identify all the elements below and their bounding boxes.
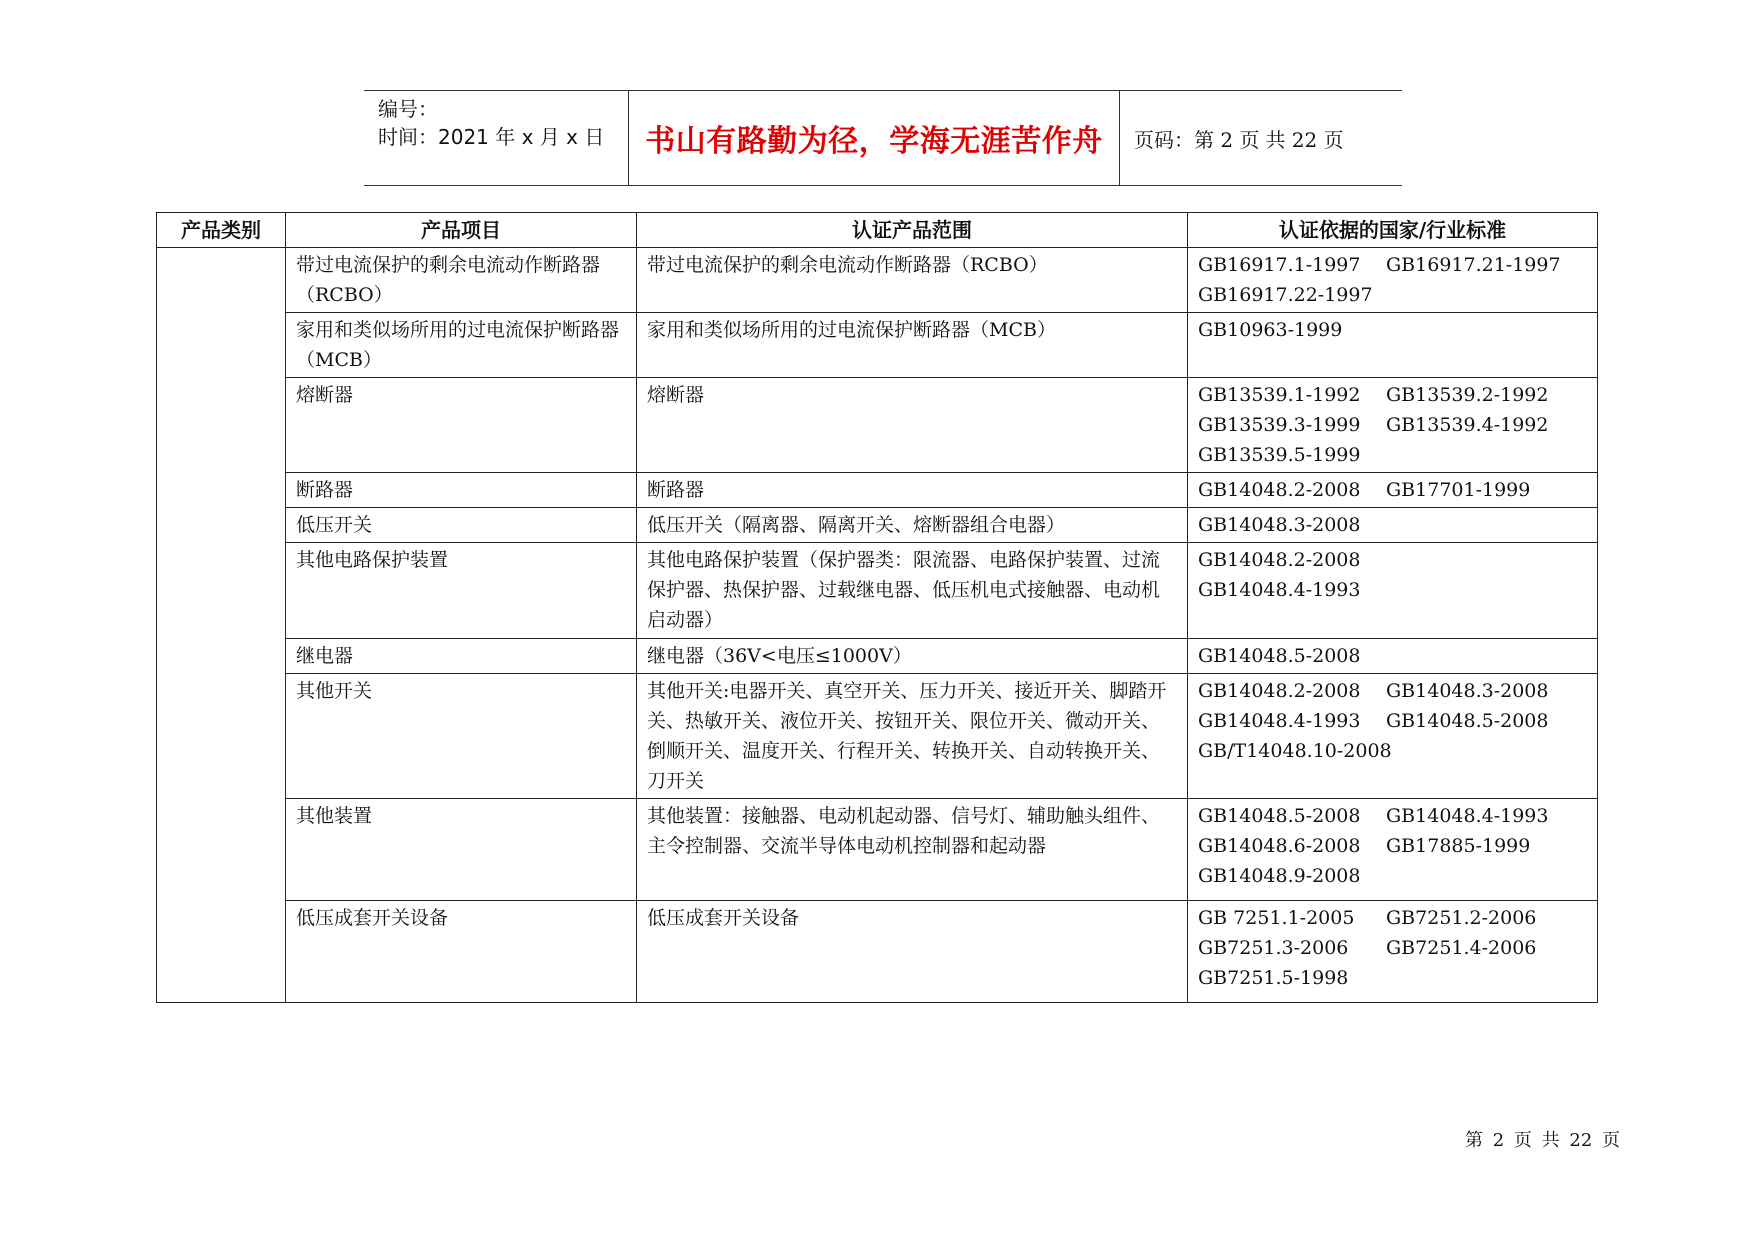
standards-line	[1198, 380, 1587, 410]
standard-code: GB14048.5-2008	[1198, 645, 1361, 667]
standards-line	[1198, 676, 1587, 706]
standards-line	[1198, 280, 1587, 310]
table-row	[157, 508, 1598, 543]
header-page-code	[1120, 91, 1402, 185]
standards-cell	[1188, 378, 1598, 473]
standards-cell	[1188, 473, 1598, 508]
item-cell: 熔断器	[286, 378, 637, 473]
standards-line	[1198, 861, 1587, 891]
item-cell: 其他装置	[286, 799, 637, 901]
standard-code: GB13539.1-1992	[1198, 384, 1361, 406]
standards-line	[1198, 903, 1587, 933]
header-slogan: 书山有路勤为径，学海无涯苦作舟	[629, 91, 1120, 185]
standards-cell	[1188, 248, 1598, 313]
standard-code: GB14048.2-2008	[1198, 680, 1361, 702]
scope-cell: 低压成套开关设备	[637, 901, 1188, 1003]
standards-cell	[1188, 508, 1598, 543]
standards-line	[1198, 641, 1587, 671]
standard-code: GB13539.5-1999	[1198, 444, 1361, 466]
scope-cell: 其他开关:电器开关、真空开关、压力开关、接近开关、脚踏开关、热敏开关、液位开关、按钮开关、限位开关、微动开关、倒顺开关、温度开关、行程开关、转换开关、自动转换开关、刀开关	[637, 674, 1188, 799]
table-row	[157, 674, 1598, 799]
item-cell: 继电器	[286, 639, 637, 674]
standard-code: GB14048.4-1993	[1198, 710, 1361, 732]
standards-line	[1198, 801, 1587, 831]
document-number-label: 编号：	[378, 97, 438, 121]
standards-line	[1198, 706, 1587, 736]
column-header-category: 产品类别	[157, 213, 286, 248]
standards-line	[1198, 510, 1587, 540]
table-row	[157, 639, 1598, 674]
standards-line	[1198, 575, 1587, 605]
standards-cell	[1188, 639, 1598, 674]
item-cell: 家用和类似场所用的过电流保护断路器（MCB）	[286, 313, 637, 378]
standard-code: GB13539.2-1992	[1386, 384, 1549, 406]
standards-cell	[1188, 543, 1598, 639]
table-row	[157, 543, 1598, 639]
table-row	[157, 473, 1598, 508]
table-row	[157, 378, 1598, 473]
table-row	[157, 799, 1598, 901]
standard-code: GB17701-1999	[1386, 479, 1531, 501]
standard-code: GB16917.21-1997	[1386, 254, 1561, 276]
standards-line	[1198, 933, 1587, 963]
standards-line	[1198, 475, 1587, 505]
standard-code: GB14048.5-2008	[1198, 805, 1361, 827]
category-cell	[157, 248, 286, 1003]
standard-code: GB7251.4-2006	[1386, 937, 1537, 959]
standard-code: GB7251.2-2006	[1386, 907, 1537, 929]
standard-code: GB14048.4-1993	[1198, 579, 1361, 601]
standards-cell	[1188, 799, 1598, 901]
page-header	[364, 90, 1402, 186]
standard-code: GB14048.3-2008	[1198, 514, 1361, 536]
standards-line	[1198, 736, 1587, 766]
column-header-standards: 认证依据的国家/行业标准	[1188, 213, 1598, 248]
scope-cell: 其他电路保护装置（保护器类：限流器、电路保护装置、过流保护器、热保护器、过载继电器、低压机电式接触器、电动机启动器）	[637, 543, 1188, 639]
standard-code: GB13539.4-1992	[1386, 414, 1549, 436]
standard-code: GB14048.2-2008	[1198, 479, 1361, 501]
page-code-total: 共 22 页	[1265, 127, 1344, 152]
scope-cell: 断路器	[637, 473, 1188, 508]
standard-code: GB7251.3-2006	[1198, 937, 1349, 959]
table-row	[157, 248, 1598, 313]
scope-cell: 低压开关（隔离器、隔离开关、熔断器组合电器）	[637, 508, 1188, 543]
standard-code: GB14048.9-2008	[1198, 865, 1361, 887]
table-header-row	[157, 213, 1598, 248]
standards-line	[1198, 315, 1587, 345]
item-cell: 低压成套开关设备	[286, 901, 637, 1003]
standard-code: GB13539.3-1999	[1198, 414, 1361, 436]
header-meta	[364, 91, 629, 185]
standard-code: GB7251.5-1998	[1198, 967, 1349, 989]
scope-cell: 带过电流保护的剩余电流动作断路器（RCBO）	[637, 248, 1188, 313]
standard-code: GB14048.4-1993	[1386, 805, 1549, 827]
scope-cell: 家用和类似场所用的过电流保护断路器（MCB）	[637, 313, 1188, 378]
standard-code: GB14048.6-2008	[1198, 835, 1361, 857]
standard-code: GB10963-1999	[1198, 319, 1343, 341]
standards-line	[1198, 440, 1587, 470]
standard-code: GB14048.3-2008	[1386, 680, 1549, 702]
standard-code: GB16917.1-1997	[1198, 254, 1361, 276]
item-cell: 带过电流保护的剩余电流动作断路器（RCBO）	[286, 248, 637, 313]
column-header-scope: 认证产品范围	[637, 213, 1188, 248]
table-row	[157, 313, 1598, 378]
standard-code: GB 7251.1-2005	[1198, 907, 1355, 929]
standard-code: GB14048.2-2008	[1198, 549, 1361, 571]
page-footer: 第 2 页 共 22 页	[1465, 1130, 1620, 1151]
page-code-current: 页码：第 2 页	[1134, 127, 1260, 152]
scope-cell: 熔断器	[637, 378, 1188, 473]
standards-line	[1198, 831, 1587, 861]
standards-line	[1198, 963, 1587, 993]
standards-cell	[1188, 901, 1598, 1003]
standards-line	[1198, 250, 1587, 280]
item-cell: 断路器	[286, 473, 637, 508]
standards-cell	[1188, 313, 1598, 378]
standard-code: GB/T14048.10-2008	[1198, 740, 1392, 762]
table-row	[157, 901, 1598, 1003]
standards-line	[1198, 410, 1587, 440]
standard-code: GB14048.5-2008	[1386, 710, 1549, 732]
standard-code: GB16917.22-1997	[1198, 284, 1373, 306]
standards-cell	[1188, 674, 1598, 799]
certification-table	[156, 212, 1598, 1003]
standard-code: GB17885-1999	[1386, 835, 1531, 857]
scope-cell: 继电器（36V<电压≤1000V）	[637, 639, 1188, 674]
standards-line	[1198, 545, 1587, 575]
column-header-item: 产品项目	[286, 213, 637, 248]
item-cell: 其他电路保护装置	[286, 543, 637, 639]
scope-cell: 其他装置：接触器、电动机起动器、信号灯、辅助触头组件、主令控制器、交流半导体电动机控制器和起动器	[637, 799, 1188, 901]
document-time: 时间：2021 年 x 月 x 日	[378, 125, 605, 149]
item-cell: 其他开关	[286, 674, 637, 799]
item-cell: 低压开关	[286, 508, 637, 543]
